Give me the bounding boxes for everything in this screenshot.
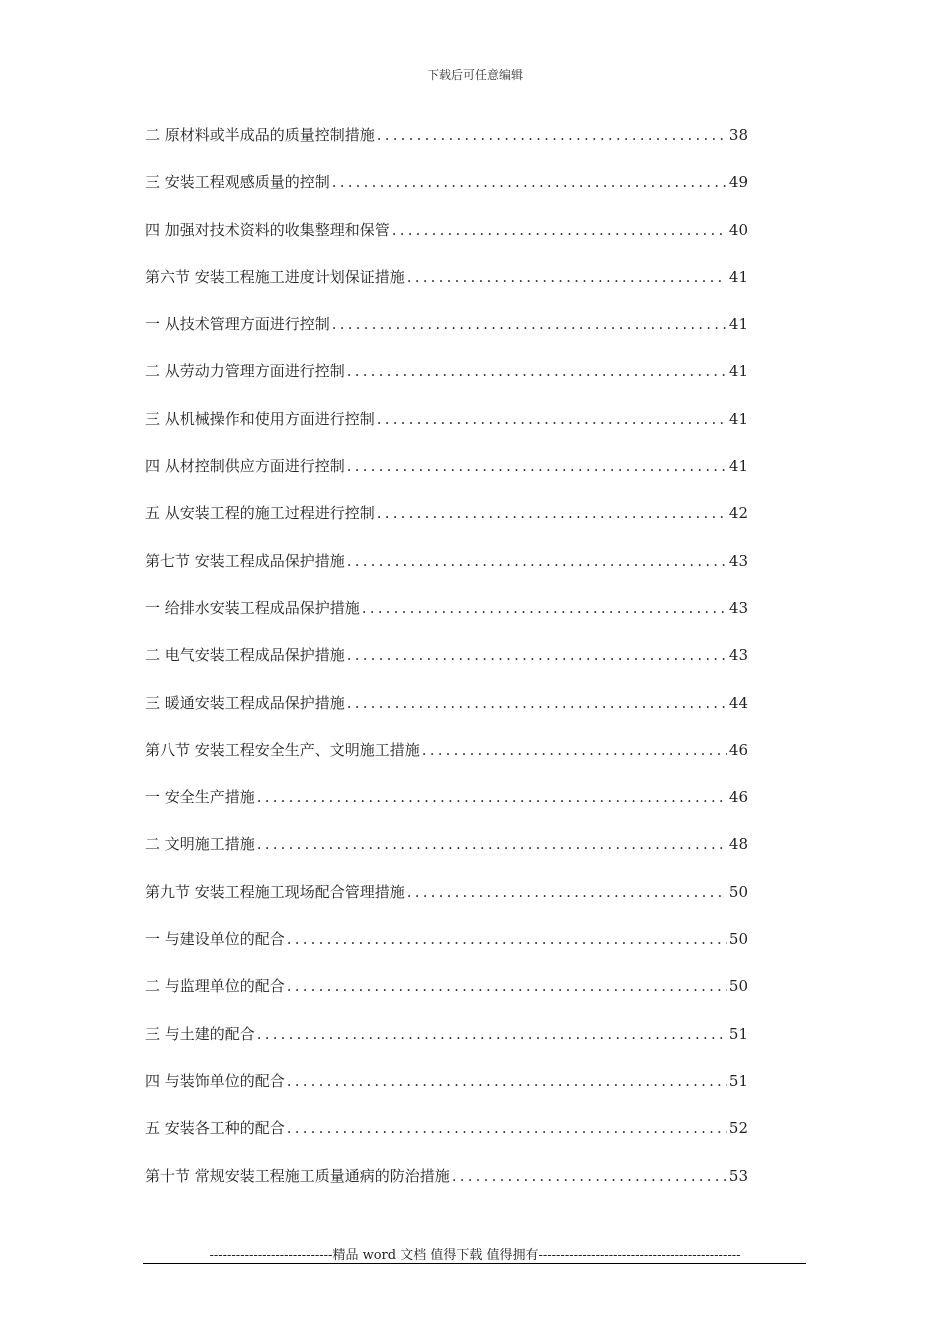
toc-entry-page: 50 [728, 977, 748, 996]
toc-entry-page: 49 [728, 173, 748, 192]
toc-entry-page: 41 [728, 409, 748, 428]
toc-dot-leader [257, 788, 727, 806]
toc-dot-leader [332, 315, 727, 333]
toc-dot-leader [287, 930, 727, 948]
toc-entry-page: 42 [728, 504, 748, 523]
toc-entry-label: 一 给排水安装工程成品保护措施 [145, 598, 360, 617]
toc-dot-leader [257, 1025, 727, 1043]
toc-entry [145, 739, 748, 786]
toc-dot-leader [332, 173, 727, 191]
toc-entry [145, 881, 748, 928]
toc-entry-label: 一 从技术管理方面进行控制 [145, 315, 330, 334]
toc-entry-page: 53 [728, 1166, 748, 1185]
toc-entry-page: 43 [728, 646, 748, 665]
toc-entry-label: 第七节 安装工程成品保护措施 [145, 551, 345, 570]
toc-dot-leader [347, 694, 727, 712]
toc-dot-leader [347, 457, 727, 475]
toc-dot-leader [422, 741, 727, 759]
toc-entry-label: 四 从材控制供应方面进行控制 [145, 457, 345, 476]
toc-entry-label: 二 原材料或半成品的质量控制措施 [145, 126, 375, 144]
toc-entry-page: 41 [728, 315, 748, 334]
toc-dot-leader [452, 1167, 727, 1185]
toc-entry [145, 455, 748, 502]
toc-entry-label: 二 从劳动力管理方面进行控制 [145, 362, 345, 381]
toc-entry-label: 五 安装各工种的配合 [145, 1119, 285, 1138]
toc-entry-label: 三 暖通安装工程成品保护措施 [145, 693, 345, 712]
toc-entry [145, 597, 748, 644]
toc-entry [145, 313, 748, 360]
toc-dot-leader [287, 1119, 727, 1137]
toc-entry-page: 46 [728, 788, 748, 807]
toc-entry-label: 四 与装饰单位的配合 [145, 1071, 285, 1090]
toc-entry-label: 二 文明施工措施 [145, 835, 255, 854]
toc-entry-page: 40 [728, 220, 748, 239]
toc-dot-leader [287, 1072, 727, 1090]
toc-entry-label: 一 安全生产措施 [145, 788, 255, 807]
toc-entry-page: 50 [728, 930, 748, 949]
toc-entry-label: 第八节 安装工程安全生产、文明施工措施 [145, 740, 420, 759]
toc-entry-page: 52 [728, 1119, 748, 1138]
page-footer: ----------------------------精品 word 文档 值得下载 值得拥有---------------------------------------------- [209, 1248, 741, 1263]
toc-dot-leader [347, 362, 727, 380]
page-header: 下载后可任意编辑 [426, 68, 523, 82]
toc-entry-page: 41 [728, 362, 748, 381]
toc-entry-page: 46 [728, 740, 748, 759]
toc-entry [145, 928, 748, 975]
toc-entry-page: 51 [728, 1024, 748, 1043]
toc-dot-leader [407, 268, 727, 286]
toc-entry [145, 692, 748, 739]
table-of-contents [145, 124, 748, 1212]
toc-entry-label: 第六节 安装工程施工进度计划保证措施 [145, 267, 405, 286]
toc-dot-leader [392, 221, 727, 239]
toc-entry-label: 二 与监理单位的配合 [145, 977, 285, 996]
toc-dot-leader [287, 977, 727, 995]
toc-entry-page: 50 [728, 882, 748, 901]
toc-entry [145, 786, 748, 833]
toc-dot-leader [257, 835, 727, 853]
toc-entry-page: 43 [728, 598, 748, 617]
toc-entry [145, 1117, 748, 1164]
toc-entry-label: 三 与土建的配合 [145, 1024, 255, 1043]
toc-entry [145, 1165, 748, 1212]
toc-entry [145, 502, 748, 549]
toc-entry-label: 第九节 安装工程施工现场配合管理措施 [145, 882, 405, 901]
toc-dot-leader [377, 410, 727, 428]
toc-entry [145, 124, 748, 171]
toc-entry-label: 五 从安装工程的施工过程进行控制 [145, 504, 375, 523]
toc-entry [145, 833, 748, 880]
toc-entry-page: 51 [728, 1071, 748, 1090]
toc-entry-page: 41 [728, 267, 748, 286]
toc-entry-label: 三 安装工程观感质量的控制 [145, 173, 330, 192]
toc-entry [145, 1023, 748, 1070]
toc-entry [145, 1070, 748, 1117]
toc-entry-label: 四 加强对技术资料的收集整理和保管 [145, 220, 390, 239]
footer-rule [143, 1263, 806, 1264]
toc-entry [145, 550, 748, 597]
toc-entry [145, 975, 748, 1022]
toc-dot-leader [362, 599, 727, 617]
toc-entry-label: 三 从机械操作和使用方面进行控制 [145, 409, 375, 428]
toc-entry-page: 44 [728, 693, 748, 712]
toc-entry-label: 二 电气安装工程成品保护措施 [145, 646, 345, 665]
toc-entry-label: 第十节 常规安装工程施工质量通病的防治措施 [145, 1166, 450, 1185]
toc-entry [145, 266, 748, 313]
toc-entry-page: 48 [728, 835, 748, 854]
toc-entry [145, 360, 748, 407]
toc-dot-leader [377, 126, 727, 144]
toc-entry [145, 408, 748, 455]
toc-entry [145, 219, 748, 266]
toc-entry [145, 171, 748, 218]
toc-entry [145, 644, 748, 691]
toc-entry-page: 43 [728, 551, 748, 570]
toc-dot-leader [347, 552, 727, 570]
toc-dot-leader [407, 883, 727, 901]
toc-dot-leader [377, 504, 727, 522]
toc-entry-label: 一 与建设单位的配合 [145, 930, 285, 949]
toc-dot-leader [347, 646, 727, 664]
toc-entry-page: 38 [728, 126, 748, 144]
toc-entry-page: 41 [728, 457, 748, 476]
